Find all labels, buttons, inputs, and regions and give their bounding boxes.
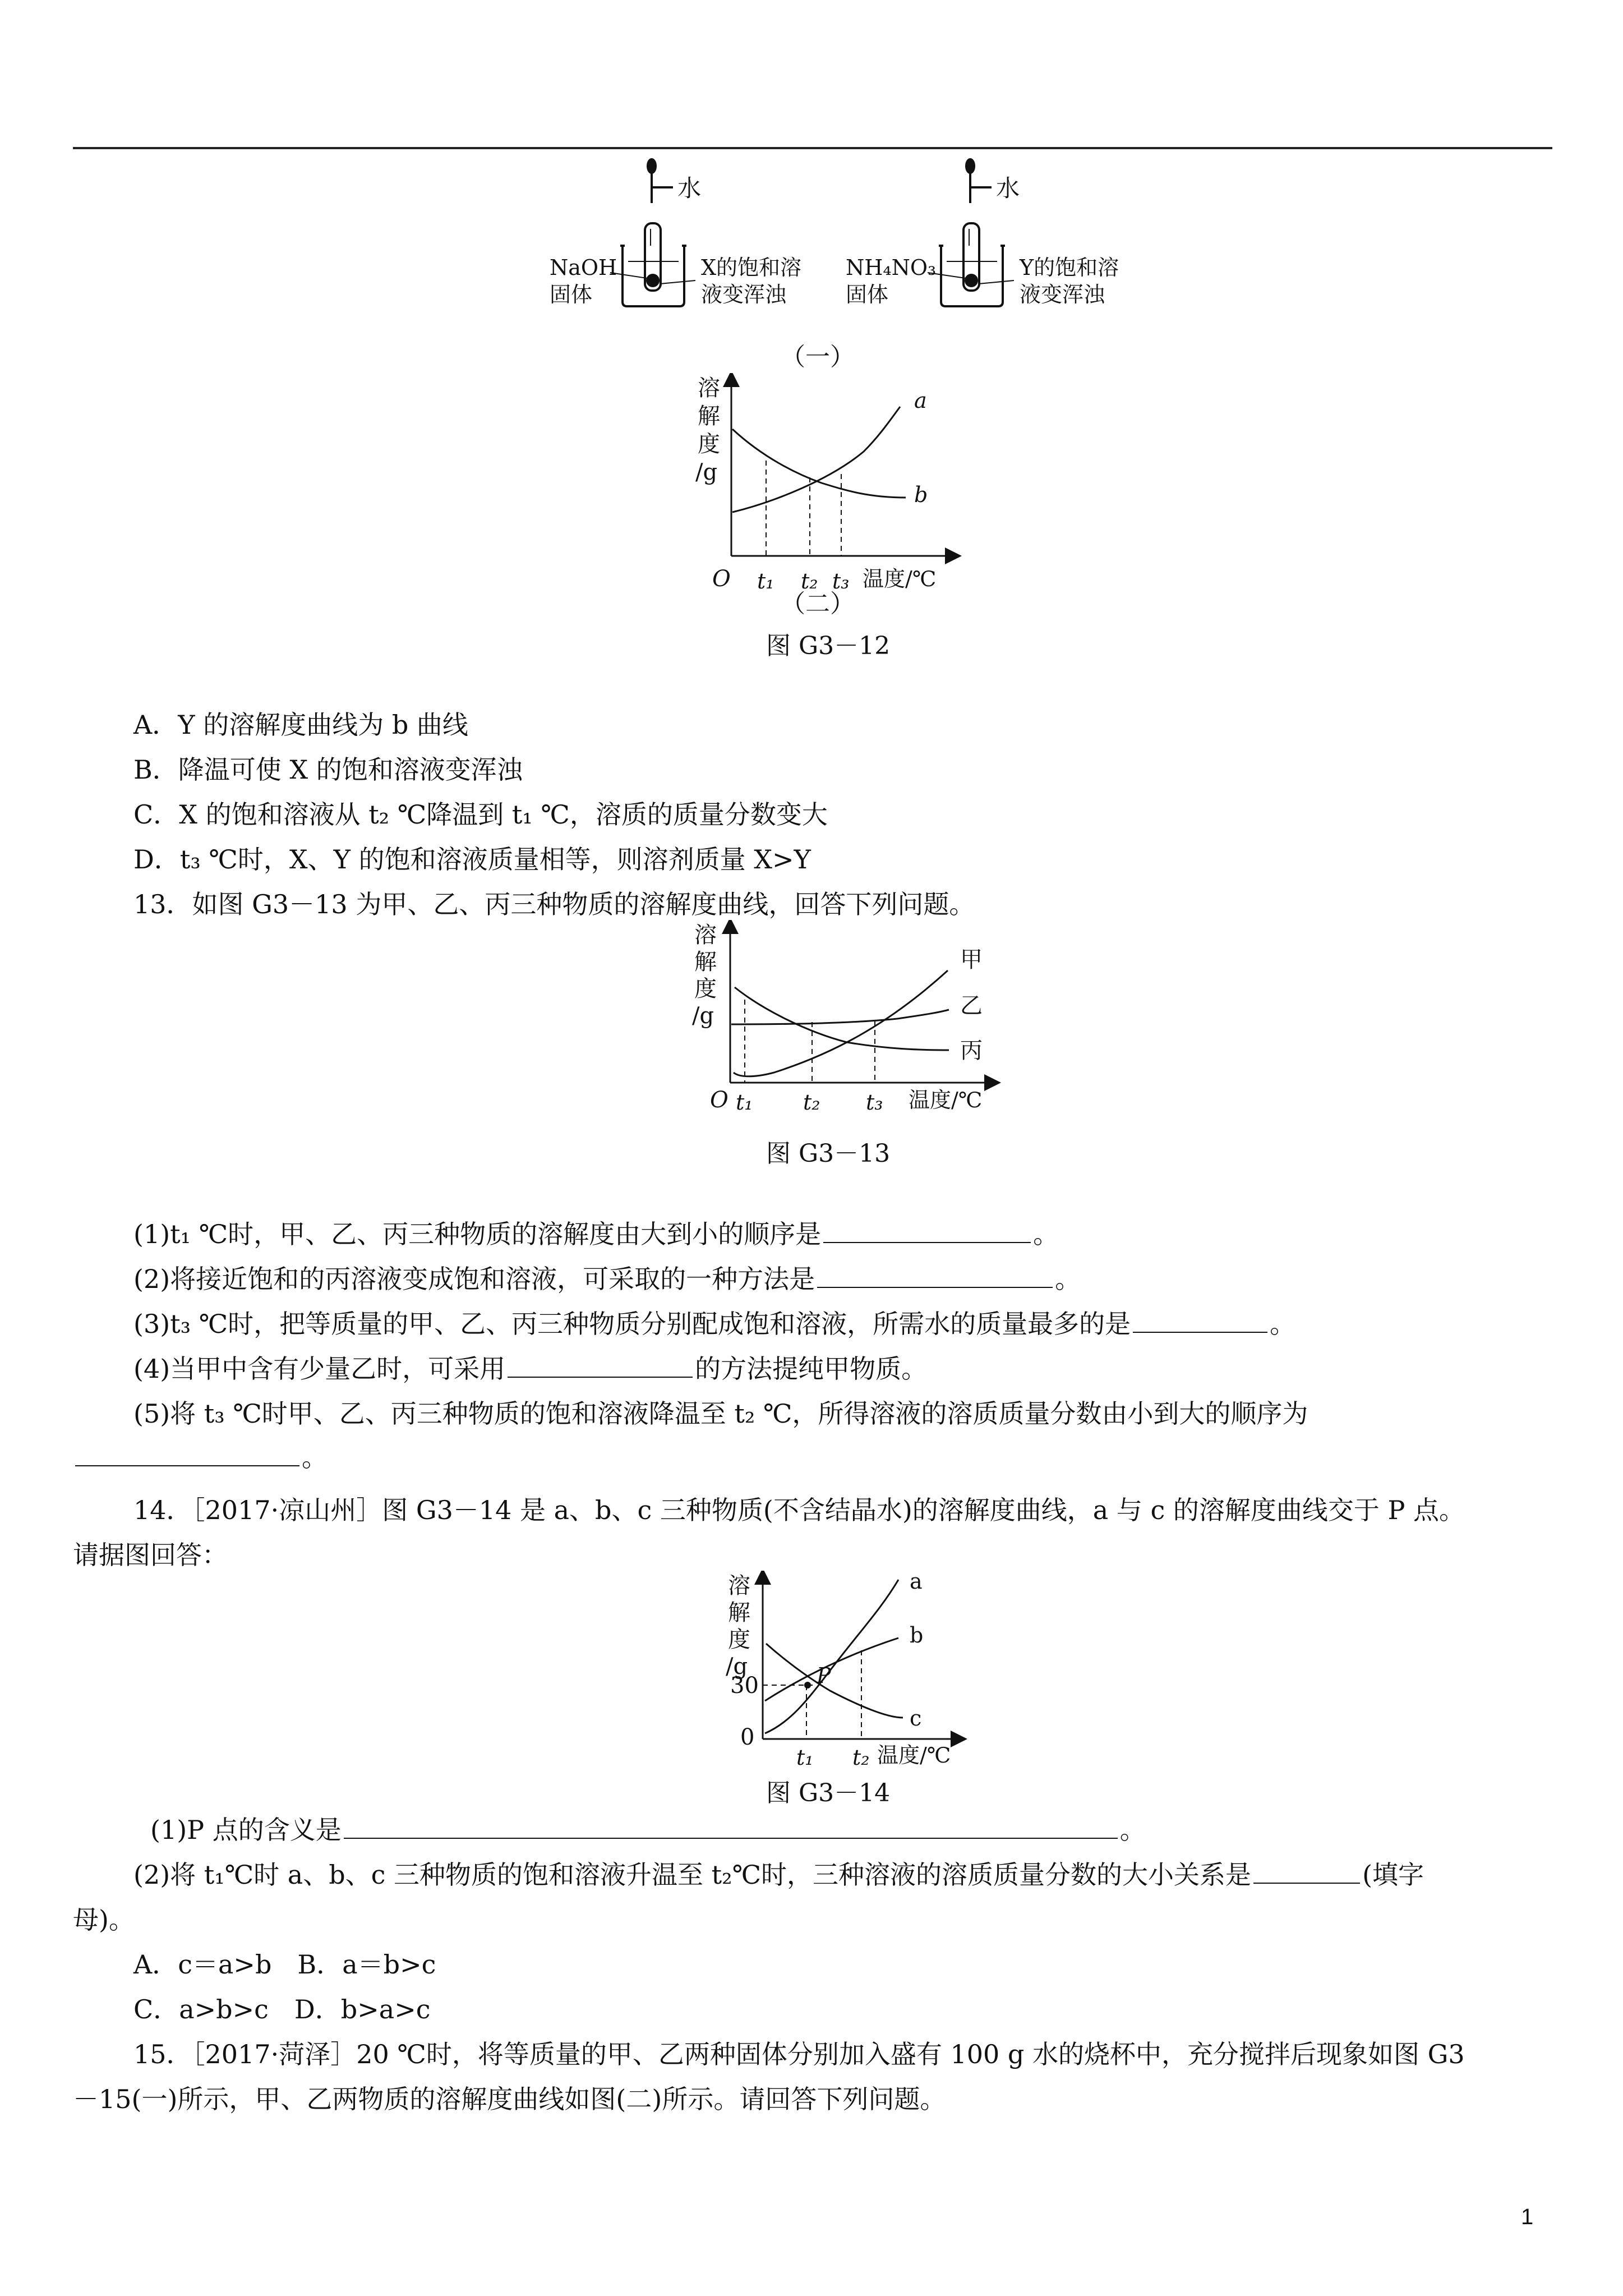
y-note-1: Y的饱和溶: [1020, 255, 1119, 280]
part-one-label: （一）: [781, 343, 855, 371]
q13-sub4-end: 的方法提纯甲物质。: [695, 1354, 928, 1384]
q12-option-c: C．X 的饱和溶液从 t₂ ℃降温到 t₁ ℃，溶质的质量分数变大: [133, 799, 828, 830]
tick-t1: t₁: [757, 569, 774, 593]
ylabel-2: 解: [698, 403, 720, 429]
q13-sub2-end: 。: [1055, 1264, 1081, 1294]
q14-stem-2: 请据图回答：: [73, 1540, 228, 1570]
figure-g3-13-graph: [684, 920, 1009, 1133]
series-c: [766, 1644, 903, 1718]
q14-sub2: [133, 1857, 1424, 1893]
label-yi: 乙: [960, 993, 983, 1019]
q13-sub3: [133, 1306, 1295, 1342]
q13-stem: 13．如图 G3－13 为甲、乙、丙三种物质的溶解度曲线，回答下列问题。: [133, 889, 975, 919]
q13-sub5: (5)将 t₃ ℃时甲、乙、丙三种物质的饱和溶液降温至 t₂ ℃，所得溶液的溶质质量分数由小到大的顺序为: [133, 1398, 1308, 1429]
q14-sub1-blank[interactable]: [344, 1813, 1118, 1839]
figure-g3-12-caption: 图 G3－12: [766, 632, 891, 660]
solid-label-right: 固体: [846, 282, 889, 307]
ylabel-4: /g: [726, 1654, 748, 1680]
nh4no3-label: NH₄NO₃: [846, 255, 937, 280]
ylabel-3: 度: [728, 1627, 750, 1653]
q13-sub5-blank[interactable]: [75, 1441, 299, 1466]
q13-sub3-blank[interactable]: [1133, 1307, 1267, 1333]
y-tick-30: 30: [730, 1673, 759, 1699]
q13-sub1-text: (1)t₁ ℃时，甲、乙、丙三种物质的溶解度由大到小的顺序是: [133, 1219, 822, 1249]
figure-g3-14-graph: [718, 1571, 987, 1773]
ylabel-2: 解: [694, 949, 717, 975]
ylabel-3: 度: [698, 431, 720, 457]
origin-label: O: [712, 566, 731, 592]
q12-option-d: D．t₃ ℃时，X、Y 的饱和溶液质量相等，则溶剂质量 X>Y: [133, 844, 811, 875]
q14-sub1: [150, 1812, 1146, 1848]
label-bing: 丙: [960, 1038, 983, 1064]
xlabel: 温度/℃: [877, 1743, 951, 1768]
q13-sub2-text: (2)将接近饱和的丙溶液变成饱和溶液，可采取的一种方法是: [133, 1264, 815, 1294]
q14-options-cd: C．a>b>c D．b>a>c: [133, 1994, 431, 2024]
origin-label: O: [710, 1087, 728, 1113]
q14-sub2-text: (2)将 t₁℃时 a、b、c 三种物质的饱和溶液升温至 t₂℃时，三种溶液的溶质质量分数的大小关系是: [133, 1860, 1252, 1890]
curve-a-label: a: [914, 388, 927, 413]
q14-stem-1: 14．［2017·凉山州］图 G3－14 是 a、b、c 三种物质(不含结晶水)的溶解度曲线，a 与 c 的溶解度曲线交于 P 点。: [133, 1495, 1465, 1525]
ylabel-2: 解: [728, 1600, 750, 1626]
ylabel-1: 溶: [728, 1573, 750, 1599]
q13-sub5-answer: [73, 1439, 328, 1475]
q13-sub5-end: 。: [302, 1442, 328, 1473]
q15-line-1: 15．［2017·菏泽］20 ℃时，将等质量的甲、乙两种固体分别加入盛有 100 g 水的烧杯中，充分搅拌后现象如图 G3: [133, 2039, 1465, 2069]
label-a: a: [910, 1571, 923, 1594]
q13-sub1: [133, 1216, 1059, 1252]
label-b: b: [910, 1623, 924, 1648]
water-label-right: 水: [996, 174, 1020, 202]
tick-t3: t₃: [866, 1090, 883, 1115]
tick-t2: t₂: [852, 1745, 870, 1770]
q14-sub2-blank[interactable]: [1253, 1858, 1360, 1884]
q14-sub2-cont: 母)。: [73, 1904, 135, 1935]
label-p: P: [817, 1663, 831, 1688]
curve-b: [732, 429, 906, 498]
q13-sub2: [133, 1261, 1081, 1297]
label-jia: 甲: [960, 947, 983, 973]
naoh-label: NaOH: [550, 255, 617, 280]
q13-sub3-end: 。: [1270, 1309, 1296, 1339]
figure-g3-12-apparatus: [538, 151, 1166, 331]
q13-sub4: [133, 1351, 927, 1387]
tick-t2: t₂: [801, 569, 818, 593]
ylabel-4: /g: [692, 1003, 714, 1029]
origin-label: 0: [740, 1724, 755, 1750]
water-label-left: 水: [677, 174, 702, 202]
x-note-1: X的饱和溶: [701, 255, 802, 280]
figure-g3-14-caption: 图 G3－14: [766, 1779, 891, 1807]
figure-g3-13-caption: 图 G3－13: [766, 1139, 891, 1168]
q14-options-ab: A．c＝a>b B．a＝b>c: [133, 1949, 436, 1980]
q13-sub4-text: (4)当甲中含有少量乙时，可采用: [133, 1354, 506, 1384]
series-a: [765, 1580, 898, 1733]
q12-option-b: B．降温可使 X 的饱和溶液变浑浊: [133, 754, 523, 785]
figure-g3-12-graph: [684, 373, 976, 614]
point-p: [804, 1682, 811, 1688]
xlabel: 温度/℃: [863, 567, 937, 591]
curve-b-label: b: [914, 482, 928, 507]
tick-t2: t₂: [803, 1090, 820, 1115]
x-note-2: 液变浑浊: [701, 282, 787, 307]
series-yi: [731, 1010, 949, 1024]
part-two-label: （二）: [781, 590, 855, 618]
q13-sub2-blank[interactable]: [817, 1262, 1053, 1288]
q12-option-a: A．Y 的溶解度曲线为 b 曲线: [133, 710, 468, 740]
tick-t3: t₃: [832, 569, 850, 593]
q13-sub3-text: (3)t₃ ℃时，把等质量的甲、乙、丙三种物质分别配成饱和溶液，所需水的质量最多的是: [133, 1309, 1131, 1339]
q13-sub1-end: 。: [1033, 1219, 1059, 1249]
q13-sub1-blank[interactable]: [823, 1217, 1031, 1243]
q14-sub1-end: 。: [1119, 1815, 1146, 1845]
label-c: c: [910, 1706, 922, 1731]
y-note-2: 液变浑浊: [1020, 282, 1105, 307]
q14-sub2-end: (填字: [1362, 1860, 1424, 1890]
ylabel-3: 度: [694, 976, 717, 1002]
page-number: 1: [1521, 2205, 1534, 2229]
ylabel-1: 溶: [698, 375, 720, 401]
tick-t1: t₁: [736, 1090, 753, 1115]
q14-sub1-text: (1)P 点的含义是: [150, 1815, 342, 1845]
ylabel-1: 溶: [694, 922, 717, 948]
top-rule: [73, 147, 1552, 149]
ylabel-4: /g: [695, 459, 718, 485]
q15-line-2: －15(一)所示，甲、乙两物质的溶解度曲线如图(二)所示。请回答下列问题。: [73, 2084, 946, 2114]
solid-label-left: 固体: [550, 282, 593, 307]
q13-sub4-blank[interactable]: [508, 1352, 693, 1378]
xlabel: 温度/℃: [909, 1088, 983, 1112]
tick-t1: t₁: [796, 1745, 814, 1770]
